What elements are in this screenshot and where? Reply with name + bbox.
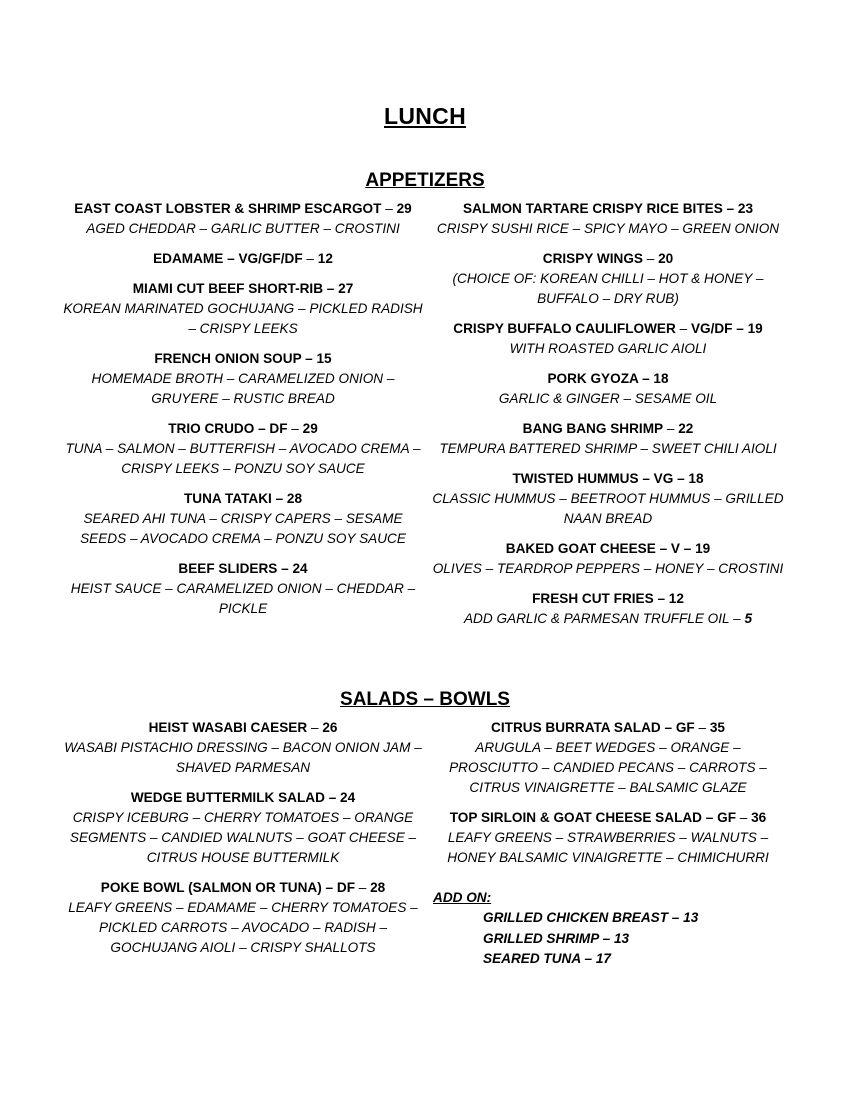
menu-item-description-text: ARUGULA – BEET WEDGES – ORANGE – PROSCIUTTO – CANDIED PECANS – CARROTS – CITRUS VINAIGRETTE – BALSAMIC GLAZE: [449, 740, 767, 795]
menu-item-description-text: HEIST SAUCE – CARAMELIZED ONION – CHEDDAR – PICKLE: [70, 581, 416, 616]
menu-item-description-text: LEAFY GREENS – STRAWBERRIES – WALNUTS – HONEY BALSAMIC VINAIGRETTE – CHIMICHURRI: [447, 830, 769, 865]
menu-item-description-text: TEMPURA BATTERED SHRIMP – SWEET CHILI AIOLI: [439, 441, 777, 456]
menu-item: [430, 469, 786, 529]
menu-item-description-text: (CHOICE OF: KOREAN CHILLI – HOT & HONEY – BUFFALO – DRY RUB): [452, 271, 764, 306]
menu-item-title: BAKED GOAT CHEESE – V – 19: [505, 541, 711, 556]
menu-item-title: FRESH CUT FRIES – 12: [532, 591, 684, 606]
menu-item: [430, 718, 786, 798]
add-on-label: ADD ON:: [433, 890, 492, 905]
menu-item-price: 20: [658, 251, 674, 266]
menu-item-price: 12: [317, 251, 333, 266]
menu-item-description-text: HOMEMADE BROTH – CARAMELIZED ONION – GRUYERE – RUSTIC BREAD: [91, 371, 395, 406]
menu-item-name: [430, 249, 786, 269]
menu-item-name: [430, 369, 786, 389]
add-on-item: [483, 908, 813, 929]
menu-item-separator: –: [663, 421, 679, 436]
menu-item-title: TUNA TATAKI – 28: [183, 491, 303, 506]
menu-item-name: [430, 199, 786, 219]
menu-item-title: CITRUS BURRATA SALAD – GF: [491, 720, 695, 735]
add-on-item: [483, 949, 813, 970]
menu-item-name: [430, 808, 786, 828]
menu-item-separator: –: [736, 810, 752, 825]
menu-item-name: [430, 718, 786, 738]
menu-item-description-text: GARLIC & GINGER – SESAME OIL: [498, 391, 718, 406]
add-on-item-separator: –: [580, 951, 596, 966]
menu-item-description-text: OLIVES – TEARDROP PEPPERS – HONEY – CROSTINI: [432, 561, 784, 576]
menu-item-price: 26: [322, 720, 338, 735]
menu-item-name: [430, 419, 786, 439]
menu-item-description: [60, 219, 426, 239]
salads-left-column: [60, 718, 426, 968]
menu-item-description-text: SEARED AHI TUNA – CRISPY CAPERS – SESAME SEEDS – AVOCADO CREMA – PONZU SOY SAUCE: [80, 511, 406, 546]
menu-item: [60, 249, 426, 269]
appetizers-right-column: [430, 199, 786, 639]
menu-item-description-text: CLASSIC HUMMUS – BEETROOT HUMMUS – GRILLED NAAN BREAD: [432, 491, 784, 526]
menu-item-price: 35: [709, 720, 725, 735]
menu-item-description-text: CRISPY SUSHI RICE – SPICY MAYO – GREEN ONION: [436, 221, 780, 236]
menu-item-description-text: LEAFY GREENS – EDAMAME – CHERRY TOMATOES – PICKLED CARROTS – AVOCADO – RADISH – GOCHUJANG AIOLI – CRISPY SHALLOTS: [68, 900, 418, 955]
menu-item: [430, 369, 786, 409]
add-on-item-name: GRILLED CHICKEN BREAST: [483, 910, 669, 925]
menu-item-title: MIAMI CUT BEEF SHORT-RIB – 27: [132, 281, 354, 296]
salads-right-column: [430, 718, 786, 878]
menu-item-separator: –: [381, 201, 397, 216]
add-on-item-name: SEARED TUNA: [483, 951, 581, 966]
menu-item-price: 28: [370, 880, 386, 895]
menu-item-name: [60, 559, 426, 579]
menu-item-separator: –: [307, 720, 323, 735]
menu-item-description: [430, 389, 786, 409]
menu-item-name: [60, 249, 426, 269]
add-on-item-name: GRILLED SHRIMP: [483, 930, 599, 946]
add-on-item-price: 13: [613, 930, 630, 946]
menu-item: [430, 319, 786, 359]
menu-item-description: [60, 738, 426, 778]
appetizers-heading: APPETIZERS: [365, 170, 485, 191]
menu-item-description: [430, 559, 786, 579]
menu-item-description-text: WASABI PISTACHIO DRESSING – BACON ONION JAM – SHAVED PARMESAN: [64, 740, 422, 775]
menu-item-name: [60, 788, 426, 808]
menu-item-name: [60, 489, 426, 509]
menu-item: [60, 349, 426, 409]
menu-item-separator: –: [355, 880, 371, 895]
menu-item-addon-price: 5: [744, 611, 753, 626]
add-on-item-separator: –: [598, 930, 614, 946]
menu-item-description-text: KOREAN MARINATED GOCHUJANG – PICKLED RADISH – CRISPY LEEKS: [63, 301, 423, 336]
menu-item-description-text: CRISPY ICEBURG – CHERRY TOMATOES – ORANGE SEGMENTS – CANDIED WALNUTS – GOAT CHEESE – CITRUS HOUSE BUTTERMILK: [69, 810, 417, 865]
menu-item-title: EAST COAST LOBSTER & SHRIMP ESCARGOT: [74, 201, 382, 216]
menu-item-name: [430, 589, 786, 609]
menu-item-description: [430, 738, 786, 798]
menu-item-separator: –: [302, 251, 318, 266]
menu-item-title: EDAMAME – VG/GF/DF: [153, 251, 303, 266]
menu-item-description-text: ADD GARLIC & PARMESAN TRUFFLE OIL –: [463, 611, 745, 626]
menu-item-title: HEIST WASABI CAESER: [148, 720, 308, 735]
menu-item: [60, 279, 426, 339]
menu-item: [430, 249, 786, 309]
menu-item-title: CRISPY WINGS: [542, 251, 643, 266]
add-on-list: [483, 908, 813, 970]
menu-item-title: SALMON TARTARE CRISPY RICE BITES – 23: [462, 201, 754, 216]
menu-item-description: [60, 579, 426, 619]
menu-item: [60, 199, 426, 239]
menu-item-separator: –: [287, 421, 303, 436]
menu-item-name: [60, 199, 426, 219]
menu-item: [430, 589, 786, 629]
menu-item-title: CRISPY BUFFALO CAULIFLOWER: [453, 321, 676, 336]
menu-item-title: POKE BOWL (SALMON OR TUNA) – DF: [100, 880, 355, 895]
menu-item-separator: –: [694, 720, 710, 735]
menu-item: [60, 559, 426, 619]
menu-item-description: [60, 439, 426, 479]
menu-item-separator: –: [642, 251, 659, 266]
menu-item-name: [430, 539, 786, 559]
menu-item-title: PORK GYOZA – 18: [547, 371, 669, 386]
menu-item-description: [60, 898, 426, 958]
menu-item-price: 29: [302, 421, 318, 436]
menu-item-description-text: WITH ROASTED GARLIC AIOLI: [509, 341, 707, 356]
menu-item-price: 22: [678, 421, 694, 436]
menu-item-name: [60, 279, 426, 299]
menu-item-description: [430, 439, 786, 459]
menu-item: [60, 878, 426, 958]
menu-item-price: VG/DF – 19: [690, 321, 763, 336]
menu-item-title: TWISTED HUMMUS – VG – 18: [512, 471, 704, 486]
menu-item-description: [430, 269, 786, 309]
menu-item-name: [430, 469, 786, 489]
menu-item-description-text: TUNA – SALMON – BUTTERFISH – AVOCADO CREMA – CRISPY LEEKS – PONZU SOY SAUCE: [65, 441, 421, 476]
add-on-item: [483, 929, 813, 950]
menu-item: [60, 788, 426, 868]
menu-item-description: [60, 808, 426, 868]
menu-item-description: [60, 369, 426, 409]
menu-item: [430, 808, 786, 868]
menu-item-title: WEDGE BUTTERMILK SALAD – 24: [130, 790, 356, 805]
menu-item-description: [60, 299, 426, 339]
menu-item-name: [60, 878, 426, 898]
appetizers-left-column: [60, 199, 426, 629]
add-on-item-separator: –: [668, 910, 684, 925]
menu-item-title: BEEF SLIDERS – 24: [178, 561, 308, 576]
menu-item-price: 36: [751, 810, 767, 825]
menu-item-title: TRIO CRUDO – DF: [168, 421, 288, 436]
add-on-section: [433, 888, 813, 970]
menu-item-description: [430, 828, 786, 868]
add-on-item-price: 13: [683, 910, 699, 925]
menu-item: [430, 539, 786, 579]
menu-item: [430, 419, 786, 459]
add-on-item-price: 17: [595, 951, 611, 966]
menu-item-title: BANG BANG SHRIMP: [522, 421, 664, 436]
salads-heading: SALADS – BOWLS: [340, 689, 510, 710]
menu-item-separator: –: [675, 321, 691, 336]
menu-item-name: [60, 718, 426, 738]
menu-item-description: [60, 509, 426, 549]
menu-item: [430, 199, 786, 239]
menu-item: [60, 718, 426, 778]
menu-item-description: [430, 339, 786, 359]
menu-item-name: [430, 319, 786, 339]
menu-item: [60, 489, 426, 549]
menu-item-title: TOP SIRLOIN & GOAT CHEESE SALAD – GF: [449, 810, 736, 825]
menu-item-description: [430, 219, 786, 239]
menu-item-description: [430, 609, 786, 629]
menu-item-description-text: AGED CHEDDAR – GARLIC BUTTER – CROSTINI: [86, 221, 400, 236]
menu-item-name: [60, 349, 426, 369]
menu-item-price: 29: [396, 201, 412, 216]
menu-item-description: [430, 489, 786, 529]
page-title: LUNCH: [384, 103, 466, 129]
menu-item: [60, 419, 426, 479]
menu-item-name: [60, 419, 426, 439]
menu-item-title: FRENCH ONION SOUP – 15: [154, 351, 332, 366]
